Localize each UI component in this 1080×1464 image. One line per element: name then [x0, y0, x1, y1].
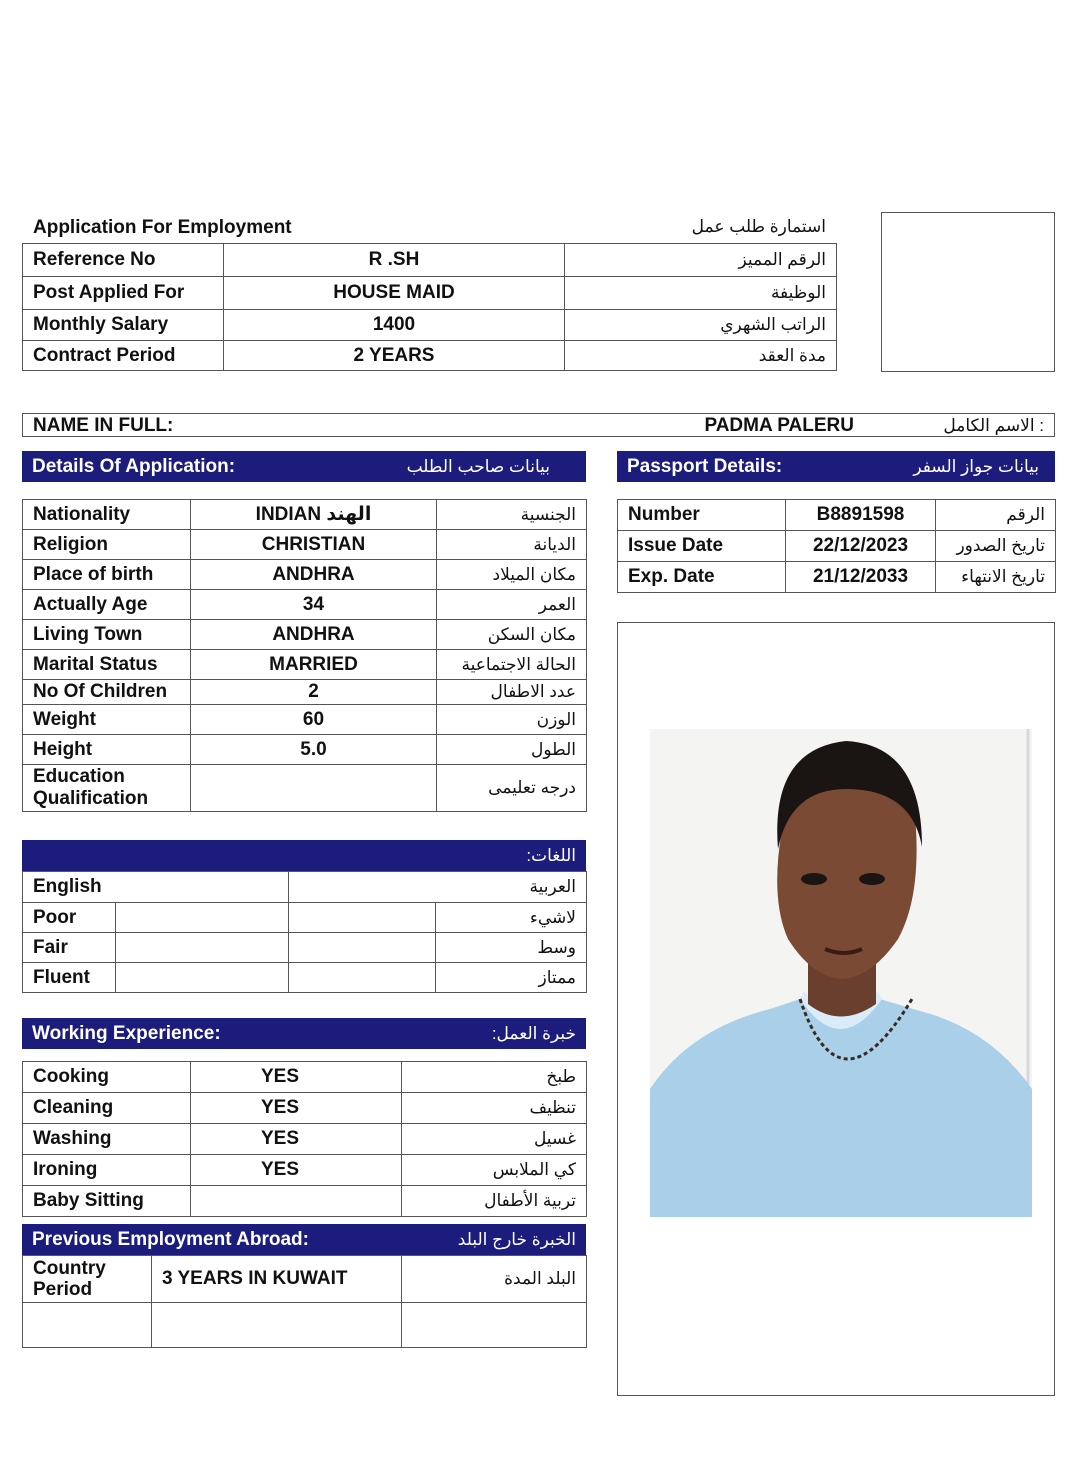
experience-label: Cleaning	[23, 1093, 191, 1124]
languages-level-label-ar: ممتاز	[436, 963, 587, 993]
languages-arabic-cell	[289, 933, 436, 963]
experience-row	[23, 1155, 587, 1186]
passport-title-ar: بيانات جواز السفر	[913, 456, 1039, 476]
experience-label: Ironing	[23, 1155, 191, 1186]
details-label-ar: الطول	[437, 735, 587, 765]
details-header	[22, 451, 586, 482]
details-row	[23, 650, 587, 680]
passport-header	[617, 451, 1055, 482]
details-label-ar: عدد الاطفال	[437, 680, 587, 705]
details-value: ANDHRA	[191, 560, 437, 590]
form-title-ar: استمارة طلب عمل	[691, 217, 826, 236]
top-info-label: Post Applied For	[23, 277, 224, 310]
passport-title-en: Passport Details:	[627, 455, 783, 477]
details-row	[23, 500, 587, 530]
experience-row	[23, 1186, 587, 1217]
passport-label: Exp. Date	[618, 562, 786, 593]
stamp-box	[881, 212, 1055, 372]
details-title-ar: بيانات صاحب الطلب	[406, 456, 550, 476]
languages-english-label: English	[23, 872, 289, 903]
passport-row	[618, 531, 1056, 562]
details-table	[22, 499, 587, 812]
details-label-ar: الجنسية	[437, 500, 587, 530]
details-row	[23, 530, 587, 560]
languages-level-label-ar: وسط	[436, 933, 587, 963]
experience-label: Cooking	[23, 1062, 191, 1093]
details-label: Weight	[23, 705, 191, 735]
previous-empty-cell	[152, 1303, 402, 1348]
experience-label: Washing	[23, 1124, 191, 1155]
details-value: CHRISTIAN	[191, 530, 437, 560]
previous-table	[22, 1255, 587, 1348]
experience-value: YES	[191, 1093, 402, 1124]
details-row	[23, 705, 587, 735]
top-info-value: 1400	[224, 310, 565, 341]
previous-empty-cell	[402, 1303, 587, 1348]
details-label: Place of birth	[23, 560, 191, 590]
previous-header	[22, 1224, 586, 1255]
experience-value: YES	[191, 1155, 402, 1186]
form-title-en: Application For Employment	[33, 217, 292, 238]
experience-label-ar: طبخ	[402, 1062, 587, 1093]
passport-label: Number	[618, 500, 786, 531]
details-label: No Of Children	[23, 680, 191, 705]
top-info-value: HOUSE MAID	[224, 277, 565, 310]
details-row	[23, 735, 587, 765]
experience-label: Baby Sitting	[23, 1186, 191, 1217]
top-info-row	[23, 277, 837, 310]
person-photo-icon	[650, 729, 1032, 1217]
top-info-row	[23, 310, 837, 341]
passport-label: Issue Date	[618, 531, 786, 562]
details-value: MARRIED	[191, 650, 437, 680]
previous-empty-cell	[23, 1303, 152, 1348]
full-name-label: NAME IN FULL:	[33, 415, 174, 436]
previous-label-2: Period	[33, 1279, 93, 1300]
experience-row	[23, 1093, 587, 1124]
passport-value: B8891598	[786, 500, 936, 531]
full-name-label-ar: : الاسم الكامل	[943, 416, 1044, 435]
languages-level-label: Fair	[23, 933, 116, 963]
education-label-1: Education	[33, 766, 125, 787]
experience-header	[22, 1018, 586, 1049]
top-info-row	[23, 244, 837, 277]
details-row	[23, 620, 587, 650]
education-label-2: Qualification	[33, 788, 149, 809]
previous-label	[23, 1256, 152, 1303]
top-info-label: Contract Period	[23, 341, 224, 371]
experience-table	[22, 1061, 587, 1217]
previous-label-1: Country	[33, 1258, 106, 1279]
languages-head-row	[23, 872, 587, 903]
languages-header	[22, 840, 586, 871]
education-row	[23, 765, 587, 812]
details-value: 5.0	[191, 735, 437, 765]
details-value: ANDHRA	[191, 620, 437, 650]
top-info-value: R .SH	[224, 244, 565, 277]
passport-label-ar: الرقم	[936, 500, 1056, 531]
experience-title-en: Working Experience:	[32, 1022, 221, 1044]
languages-arabic-cell	[289, 963, 436, 993]
details-label-ar: مكان السكن	[437, 620, 587, 650]
languages-arabic-label: العربية	[289, 872, 587, 903]
top-info-label-ar: الرقم المميز	[565, 244, 837, 277]
details-label-ar: الوزن	[437, 705, 587, 735]
experience-value: YES	[191, 1124, 402, 1155]
languages-english-cell	[116, 903, 289, 933]
full-name-row	[22, 413, 1055, 437]
details-row	[23, 680, 587, 705]
details-label: Living Town	[23, 620, 191, 650]
details-label-ar: الديانة	[437, 530, 587, 560]
top-info-table	[22, 243, 837, 371]
details-label: Religion	[23, 530, 191, 560]
languages-level-label: Fluent	[23, 963, 116, 993]
passport-value: 22/12/2023	[786, 531, 936, 562]
previous-title-ar: الخبرة خارج البلد	[457, 1229, 576, 1249]
top-info-row	[23, 341, 837, 371]
languages-row	[23, 933, 587, 963]
languages-english-cell	[116, 933, 289, 963]
passport-value: 21/12/2033	[786, 562, 936, 593]
details-label: Nationality	[23, 500, 191, 530]
details-row	[23, 560, 587, 590]
previous-value: 3 YEARS IN KUWAIT	[152, 1256, 402, 1303]
top-info-label: Monthly Salary	[23, 310, 224, 341]
details-row	[23, 590, 587, 620]
education-label	[23, 765, 191, 812]
details-label: Actually Age	[23, 590, 191, 620]
education-label-ar: درجه تعليمى	[437, 765, 587, 812]
languages-row	[23, 963, 587, 993]
details-label-ar: العمر	[437, 590, 587, 620]
languages-arabic-cell	[289, 903, 436, 933]
experience-value: YES	[191, 1062, 402, 1093]
previous-title-en: Previous Employment Abroad:	[32, 1228, 309, 1250]
experience-label-ar: كي الملابس	[402, 1155, 587, 1186]
passport-row	[618, 562, 1056, 593]
experience-label-ar: تربية الأطفال	[402, 1186, 587, 1217]
details-title-en: Details Of Application:	[32, 455, 236, 477]
top-info-label-ar: مدة العقد	[565, 341, 837, 371]
languages-level-label-ar: لاشيء	[436, 903, 587, 933]
details-value: INDIAN الهند	[191, 500, 437, 530]
languages-title-ar: اللغات:	[526, 845, 576, 865]
experience-title-ar: خبرة العمل:	[491, 1023, 576, 1043]
languages-table	[22, 871, 587, 993]
top-info-label: Reference No	[23, 244, 224, 277]
details-value: 2	[191, 680, 437, 705]
details-label: Marital Status	[23, 650, 191, 680]
details-value: 60	[191, 705, 437, 735]
details-label: Height	[23, 735, 191, 765]
top-info-value: 2 YEARS	[224, 341, 565, 371]
top-info-label-ar: الوظيفة	[565, 277, 837, 310]
passport-label-ar: تاريخ الصدور	[936, 531, 1056, 562]
experience-label-ar: تنظيف	[402, 1093, 587, 1124]
details-label-ar: الحالة الاجتماعية	[437, 650, 587, 680]
experience-label-ar: غسيل	[402, 1124, 587, 1155]
details-value: 34	[191, 590, 437, 620]
experience-row	[23, 1062, 587, 1093]
passport-row	[618, 500, 1056, 531]
education-value	[191, 765, 437, 812]
previous-ar: البلد المدة	[402, 1256, 587, 1303]
experience-row	[23, 1124, 587, 1155]
languages-level-label: Poor	[23, 903, 116, 933]
photo-frame	[617, 622, 1055, 1396]
passport-table	[617, 499, 1056, 593]
details-label-ar: مكان الميلاد	[437, 560, 587, 590]
languages-english-cell	[116, 963, 289, 993]
full-name-value: PADMA PALERU	[704, 415, 854, 436]
top-info-label-ar: الراتب الشهري	[565, 310, 837, 341]
languages-row	[23, 903, 587, 933]
experience-value	[191, 1186, 402, 1217]
passport-label-ar: تاريخ الانتهاء	[936, 562, 1056, 593]
